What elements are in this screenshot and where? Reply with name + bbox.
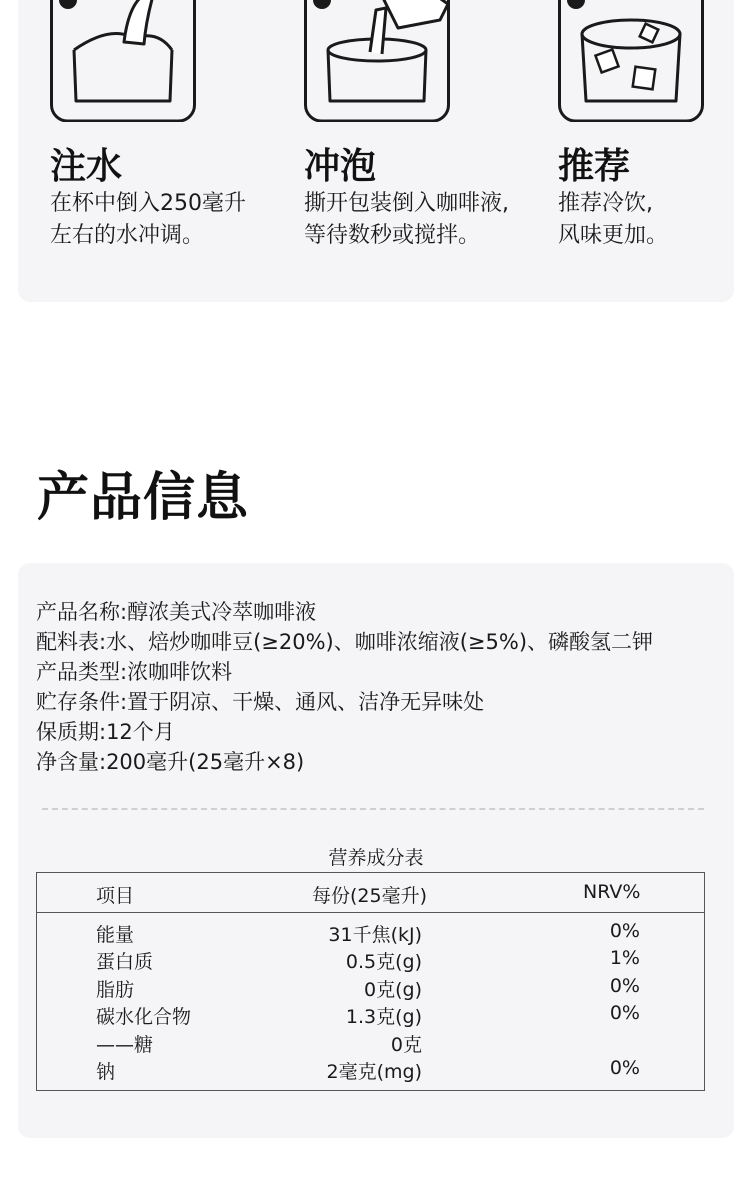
row-item: 能量 (96, 924, 135, 946)
step-description: 推荐冷饮, 风味更加。 (558, 191, 669, 248)
header-item: 项目 (96, 885, 135, 907)
row-amount: 31千焦(kJ) (328, 924, 422, 946)
info-line-name: 产品名称:醇浓美式冷萃咖啡液 (36, 600, 317, 624)
row-item: 蛋白质 (96, 951, 154, 973)
section-title: 产品信息 (37, 468, 250, 528)
row-amount: 1.3克(g) (345, 1006, 422, 1028)
header-nrv: NRV% (583, 881, 641, 903)
table-row (37, 1002, 704, 1029)
step-title: 推荐 (558, 146, 631, 187)
row-nrv: 0% (609, 975, 640, 997)
pouring-coffee-pouch-icon (304, 0, 454, 122)
row-item: 碳水化合物 (96, 1006, 192, 1028)
nutrition-table (36, 872, 705, 1091)
product-info-card (18, 563, 734, 1138)
dashed-divider (42, 808, 704, 810)
step-number-badge (313, 0, 331, 9)
table-row (37, 1057, 704, 1084)
table-row (37, 947, 704, 974)
info-line-ingredients: 配料表:水、焙炒咖啡豆(≥20%)、咖啡浓缩液(≥5%)、磷酸氢二钾 (36, 630, 654, 654)
product-info-list (36, 597, 653, 777)
nutrition-table-title: 营养成分表 (328, 847, 424, 869)
row-amount: 2毫克(mg) (326, 1061, 422, 1083)
table-row (37, 1030, 704, 1057)
step-number-badge (59, 0, 77, 9)
info-line-shelf-life: 保质期:12个月 (36, 720, 175, 744)
info-line-storage: 贮存条件:置于阴凉、干燥、通风、洁净无异味处 (36, 690, 485, 714)
info-line-type: 产品类型:浓咖啡饮料 (36, 660, 233, 684)
table-row (37, 975, 704, 1002)
table-row (37, 920, 704, 947)
row-nrv: 0% (609, 1057, 640, 1079)
row-amount: 0克 (390, 1034, 422, 1056)
row-amount: 0克(g) (364, 979, 422, 1001)
nutrition-table-header (37, 873, 704, 913)
row-amount: 0.5克(g) (345, 951, 422, 973)
step-description: 撕开包装倒入咖啡液, 等待数秒或搅拌。 (304, 191, 509, 248)
steps-card (18, 0, 734, 302)
row-nrv: 0% (609, 920, 640, 942)
row-nrv: 1% (609, 947, 640, 969)
step-title: 冲泡 (304, 146, 377, 187)
step-description: 在杯中倒入250毫升 左右的水冲调。 (50, 191, 246, 248)
info-line-net-content: 净含量:200毫升(25毫升×8) (36, 750, 305, 774)
iced-cup-icon (558, 0, 708, 122)
row-item: 脂肪 (96, 979, 135, 1001)
row-item: ——糖 (96, 1034, 154, 1056)
row-item: 钠 (96, 1061, 116, 1083)
row-nrv: 0% (609, 1002, 640, 1024)
header-per-serving: 每份(25毫升) (312, 885, 428, 907)
step-number-badge (567, 0, 585, 9)
pouring-water-into-cup-icon (50, 0, 200, 122)
step-title: 注水 (50, 146, 123, 187)
